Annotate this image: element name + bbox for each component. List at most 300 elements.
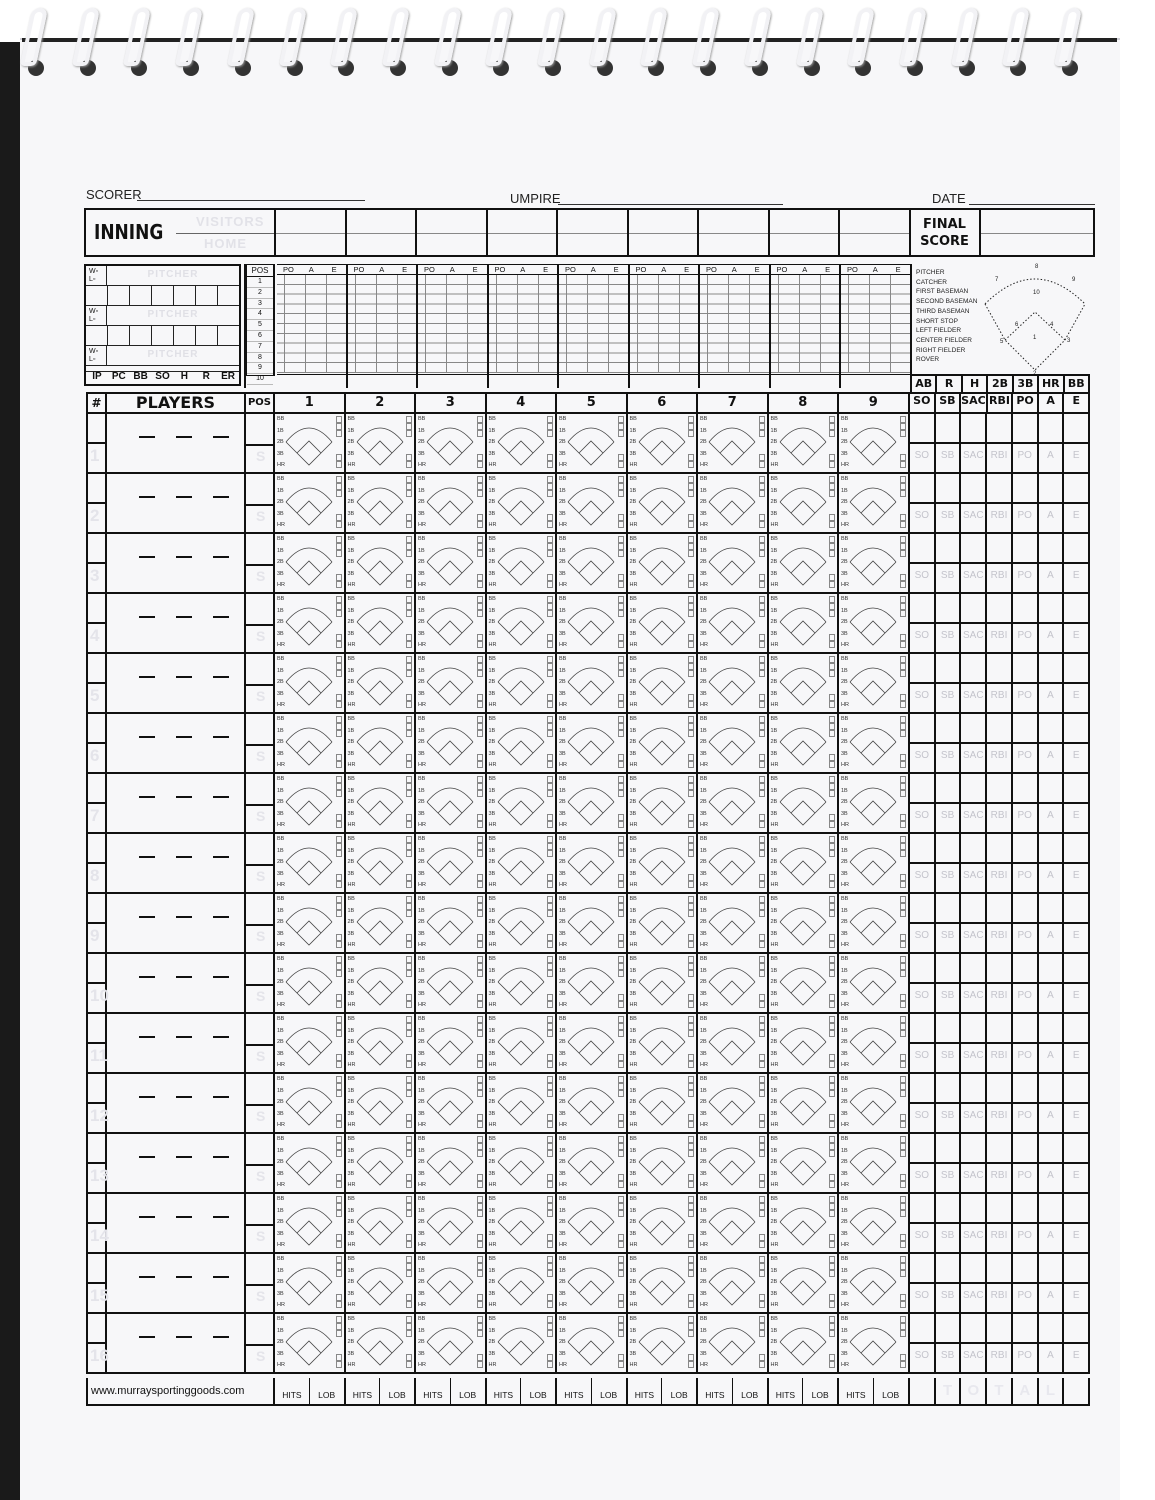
stat-cell[interactable]: SB: [936, 1014, 962, 1072]
player-position-field[interactable]: [246, 834, 275, 892]
at-bat-cell[interactable]: [557, 474, 628, 532]
player-position-field[interactable]: [246, 894, 275, 952]
at-bat-cell[interactable]: [769, 894, 840, 952]
stat-cell[interactable]: SAC: [961, 1194, 987, 1252]
stat-cell[interactable]: SB: [936, 654, 962, 712]
stat-cell[interactable]: E: [1064, 1254, 1090, 1312]
at-bat-cell[interactable]: [769, 474, 840, 532]
player-number-cell[interactable]: [86, 1134, 107, 1192]
at-bat-cell[interactable]: [416, 1194, 487, 1252]
at-bat-cell[interactable]: [628, 534, 699, 592]
at-bat-cell[interactable]: [487, 534, 558, 592]
at-bat-cell[interactable]: [487, 1134, 558, 1192]
stat-cell[interactable]: SAC: [961, 1074, 987, 1132]
stat-cell[interactable]: SB: [936, 714, 962, 772]
stat-cell[interactable]: PO: [1013, 954, 1039, 1012]
at-bat-cell[interactable]: [487, 414, 558, 472]
at-bat-cell[interactable]: [416, 714, 487, 772]
at-bat-cell[interactable]: [346, 774, 417, 832]
stat-cell[interactable]: E: [1064, 894, 1090, 952]
at-bat-cell[interactable]: [346, 594, 417, 652]
at-bat-cell[interactable]: [487, 834, 558, 892]
at-bat-cell[interactable]: [839, 654, 910, 712]
stat-cell[interactable]: SAC: [961, 1014, 987, 1072]
at-bat-cell[interactable]: [487, 1014, 558, 1072]
stat-cell[interactable]: SB: [936, 834, 962, 892]
stat-cell[interactable]: A: [1039, 1194, 1065, 1252]
stat-cell[interactable]: E: [1064, 594, 1090, 652]
stat-cell[interactable]: SAC: [961, 774, 987, 832]
stat-cell[interactable]: RBI: [987, 1074, 1013, 1132]
stat-cell[interactable]: SO: [910, 1134, 936, 1192]
at-bat-cell[interactable]: [698, 474, 769, 532]
umpire-field[interactable]: [558, 204, 783, 205]
at-bat-cell[interactable]: [487, 1194, 558, 1252]
at-bat-cell[interactable]: [346, 1254, 417, 1312]
player-name-field[interactable]: [107, 954, 246, 1012]
player-number-cell[interactable]: [86, 594, 107, 652]
stat-cell[interactable]: RBI: [987, 894, 1013, 952]
at-bat-cell[interactable]: [346, 1134, 417, 1192]
stat-cell[interactable]: A: [1039, 714, 1065, 772]
at-bat-cell[interactable]: [698, 1134, 769, 1192]
at-bat-cell[interactable]: [769, 1194, 840, 1252]
stat-cell[interactable]: A: [1039, 594, 1065, 652]
stat-cell[interactable]: SB: [936, 954, 962, 1012]
player-name-field[interactable]: [107, 714, 246, 772]
stat-cell[interactable]: E: [1064, 1314, 1090, 1372]
inning-score-cell-4[interactable]: [488, 210, 559, 255]
stat-cell[interactable]: E: [1064, 1134, 1090, 1192]
at-bat-cell[interactable]: [698, 714, 769, 772]
inning-totals-cell[interactable]: [557, 1378, 628, 1404]
stat-cell[interactable]: A: [1039, 1314, 1065, 1372]
stat-cell[interactable]: RBI: [987, 534, 1013, 592]
inning-totals-cell[interactable]: [769, 1378, 840, 1404]
at-bat-cell[interactable]: [698, 1194, 769, 1252]
player-name-field[interactable]: [107, 1254, 246, 1312]
inning-score-cell-5[interactable]: [558, 210, 629, 255]
at-bat-cell[interactable]: [557, 834, 628, 892]
stat-cell[interactable]: SO: [910, 1194, 936, 1252]
player-position-field[interactable]: [246, 1194, 275, 1252]
stat-cell[interactable]: SO: [910, 414, 936, 472]
at-bat-cell[interactable]: [346, 954, 417, 1012]
pitcher-row-2[interactable]: [86, 306, 239, 326]
stat-cell[interactable]: SO: [910, 1074, 936, 1132]
at-bat-cell[interactable]: [275, 774, 346, 832]
stat-cell[interactable]: SAC: [961, 1314, 987, 1372]
stat-cell[interactable]: E: [1064, 1074, 1090, 1132]
stat-cell[interactable]: A: [1039, 474, 1065, 532]
fielding-inning-block-2[interactable]: [348, 264, 419, 388]
stat-cell[interactable]: SO: [910, 1254, 936, 1312]
at-bat-cell[interactable]: [698, 834, 769, 892]
player-number-cell[interactable]: [86, 414, 107, 472]
at-bat-cell[interactable]: [628, 714, 699, 772]
stat-cell[interactable]: PO: [1013, 1194, 1039, 1252]
fielding-inning-block-7[interactable]: [700, 264, 771, 388]
at-bat-cell[interactable]: [557, 954, 628, 1012]
at-bat-cell[interactable]: [698, 954, 769, 1012]
player-name-field[interactable]: [107, 1134, 246, 1192]
at-bat-cell[interactable]: [275, 894, 346, 952]
stat-cell[interactable]: E: [1064, 774, 1090, 832]
stat-cell[interactable]: SO: [910, 954, 936, 1012]
at-bat-cell[interactable]: [557, 594, 628, 652]
stat-cell[interactable]: SB: [936, 1194, 962, 1252]
player-number-cell[interactable]: [86, 834, 107, 892]
player-name-field[interactable]: [107, 534, 246, 592]
stat-cell[interactable]: RBI: [987, 1134, 1013, 1192]
at-bat-cell[interactable]: [487, 474, 558, 532]
at-bat-cell[interactable]: [698, 1014, 769, 1072]
stat-cell[interactable]: SAC: [961, 1134, 987, 1192]
at-bat-cell[interactable]: [769, 1014, 840, 1072]
player-name-field[interactable]: [107, 1194, 246, 1252]
player-position-field[interactable]: [246, 1014, 275, 1072]
player-name-field[interactable]: [107, 594, 246, 652]
fielding-inning-block-8[interactable]: [771, 264, 842, 388]
at-bat-cell[interactable]: [346, 834, 417, 892]
at-bat-cell[interactable]: [275, 954, 346, 1012]
stat-cell[interactable]: RBI: [987, 954, 1013, 1012]
stat-cell[interactable]: SB: [936, 1254, 962, 1312]
inning-totals-cell[interactable]: [839, 1378, 910, 1404]
at-bat-cell[interactable]: [628, 414, 699, 472]
stat-cell[interactable]: SAC: [961, 714, 987, 772]
final-score-cell[interactable]: [981, 210, 1094, 255]
stat-cell[interactable]: A: [1039, 1014, 1065, 1072]
inning-score-cell-9[interactable]: [840, 210, 911, 255]
at-bat-cell[interactable]: [487, 594, 558, 652]
inning-score-cell-2[interactable]: [347, 210, 418, 255]
stat-cell[interactable]: A: [1039, 1074, 1065, 1132]
at-bat-cell[interactable]: [557, 1254, 628, 1312]
player-number-cell[interactable]: [86, 954, 107, 1012]
stat-cell[interactable]: RBI: [987, 594, 1013, 652]
stat-cell[interactable]: PO: [1013, 534, 1039, 592]
at-bat-cell[interactable]: [628, 774, 699, 832]
at-bat-cell[interactable]: [557, 414, 628, 472]
at-bat-cell[interactable]: [769, 654, 840, 712]
at-bat-cell[interactable]: [275, 1314, 346, 1372]
at-bat-cell[interactable]: [628, 1254, 699, 1312]
at-bat-cell[interactable]: [275, 474, 346, 532]
stat-cell[interactable]: SO: [910, 474, 936, 532]
inning-totals-cell[interactable]: [487, 1378, 558, 1404]
stat-cell[interactable]: SO: [910, 534, 936, 592]
at-bat-cell[interactable]: [275, 654, 346, 712]
at-bat-cell[interactable]: [487, 774, 558, 832]
at-bat-cell[interactable]: [839, 714, 910, 772]
scorer-field[interactable]: [137, 200, 365, 201]
inning-score-cell-6[interactable]: [629, 210, 700, 255]
at-bat-cell[interactable]: [487, 654, 558, 712]
stat-cell[interactable]: A: [1039, 654, 1065, 712]
at-bat-cell[interactable]: [839, 1194, 910, 1252]
player-name-field[interactable]: [107, 1074, 246, 1132]
fielding-inning-block-6[interactable]: [630, 264, 701, 388]
player-name-field[interactable]: [107, 654, 246, 712]
at-bat-cell[interactable]: [628, 1074, 699, 1132]
stat-cell[interactable]: A: [1039, 534, 1065, 592]
player-number-cell[interactable]: [86, 534, 107, 592]
at-bat-cell[interactable]: [487, 1254, 558, 1312]
at-bat-cell[interactable]: [628, 834, 699, 892]
at-bat-cell[interactable]: [769, 534, 840, 592]
win-loss-checkbox[interactable]: W▫ L▫: [86, 266, 107, 285]
stat-cell[interactable]: SO: [910, 774, 936, 832]
at-bat-cell[interactable]: [839, 534, 910, 592]
at-bat-cell[interactable]: [839, 834, 910, 892]
stat-cell[interactable]: SAC: [961, 474, 987, 532]
at-bat-cell[interactable]: [839, 774, 910, 832]
pitcher-row-3[interactable]: [86, 346, 239, 366]
stat-cell[interactable]: PO: [1013, 1254, 1039, 1312]
at-bat-cell[interactable]: [769, 414, 840, 472]
at-bat-cell[interactable]: [275, 1194, 346, 1252]
totals-row[interactable]: [910, 1378, 1090, 1404]
fielding-inning-block-3[interactable]: [418, 264, 489, 388]
player-number-cell[interactable]: [86, 474, 107, 532]
at-bat-cell[interactable]: [416, 1254, 487, 1312]
at-bat-cell[interactable]: [346, 474, 417, 532]
at-bat-cell[interactable]: [346, 1014, 417, 1072]
stat-cell[interactable]: PO: [1013, 774, 1039, 832]
at-bat-cell[interactable]: [769, 714, 840, 772]
stat-cell[interactable]: SB: [936, 594, 962, 652]
at-bat-cell[interactable]: [346, 654, 417, 712]
at-bat-cell[interactable]: [557, 1014, 628, 1072]
at-bat-cell[interactable]: [769, 954, 840, 1012]
win-loss-checkbox[interactable]: W▫ L▫: [86, 306, 107, 325]
at-bat-cell[interactable]: [769, 594, 840, 652]
at-bat-cell[interactable]: [628, 894, 699, 952]
stat-cell[interactable]: RBI: [987, 714, 1013, 772]
fielding-inning-block-4[interactable]: [489, 264, 560, 388]
stat-cell[interactable]: E: [1064, 534, 1090, 592]
player-position-field[interactable]: [246, 594, 275, 652]
player-number-cell[interactable]: [86, 654, 107, 712]
stat-cell[interactable]: A: [1039, 774, 1065, 832]
at-bat-cell[interactable]: [769, 1134, 840, 1192]
at-bat-cell[interactable]: [839, 414, 910, 472]
stat-cell[interactable]: SAC: [961, 414, 987, 472]
player-name-field[interactable]: [107, 474, 246, 532]
stat-cell[interactable]: E: [1064, 654, 1090, 712]
stat-cell[interactable]: RBI: [987, 1254, 1013, 1312]
inning-totals-cell[interactable]: [628, 1378, 699, 1404]
inning-score-cell-3[interactable]: [417, 210, 488, 255]
stat-cell[interactable]: SO: [910, 1014, 936, 1072]
player-position-field[interactable]: [246, 1074, 275, 1132]
player-position-field[interactable]: [246, 1254, 275, 1312]
at-bat-cell[interactable]: [416, 594, 487, 652]
pitcher-stats-row-2[interactable]: [86, 326, 239, 346]
player-position-field[interactable]: [246, 954, 275, 1012]
at-bat-cell[interactable]: [557, 1074, 628, 1132]
stat-cell[interactable]: SB: [936, 414, 962, 472]
at-bat-cell[interactable]: [275, 414, 346, 472]
at-bat-cell[interactable]: [346, 534, 417, 592]
stat-cell[interactable]: E: [1064, 414, 1090, 472]
at-bat-cell[interactable]: [487, 894, 558, 952]
at-bat-cell[interactable]: [416, 1134, 487, 1192]
player-number-cell[interactable]: [86, 774, 107, 832]
at-bat-cell[interactable]: [416, 894, 487, 952]
at-bat-cell[interactable]: [416, 834, 487, 892]
stat-cell[interactable]: E: [1064, 1014, 1090, 1072]
stat-cell[interactable]: E: [1064, 1194, 1090, 1252]
at-bat-cell[interactable]: [557, 714, 628, 772]
player-number-cell[interactable]: [86, 1254, 107, 1312]
player-name-field[interactable]: [107, 894, 246, 952]
player-position-field[interactable]: [246, 1134, 275, 1192]
stat-cell[interactable]: PO: [1013, 594, 1039, 652]
at-bat-cell[interactable]: [346, 1074, 417, 1132]
stat-cell[interactable]: PO: [1013, 1134, 1039, 1192]
at-bat-cell[interactable]: [839, 1074, 910, 1132]
stat-cell[interactable]: PO: [1013, 414, 1039, 472]
stat-cell[interactable]: SO: [910, 654, 936, 712]
inning-totals-cell[interactable]: [698, 1378, 769, 1404]
fielding-inning-block-1[interactable]: [277, 264, 348, 388]
at-bat-cell[interactable]: [416, 1074, 487, 1132]
at-bat-cell[interactable]: [769, 1314, 840, 1372]
at-bat-cell[interactable]: [769, 834, 840, 892]
stat-cell[interactable]: SB: [936, 894, 962, 952]
stat-cell[interactable]: SAC: [961, 654, 987, 712]
at-bat-cell[interactable]: [487, 1314, 558, 1372]
pitcher-stats-row-1[interactable]: [86, 286, 239, 306]
stat-cell[interactable]: SB: [936, 774, 962, 832]
stat-cell[interactable]: SAC: [961, 954, 987, 1012]
stat-cell[interactable]: A: [1039, 894, 1065, 952]
stat-cell[interactable]: A: [1039, 1254, 1065, 1312]
stat-cell[interactable]: SB: [936, 1074, 962, 1132]
at-bat-cell[interactable]: [416, 1014, 487, 1072]
player-number-cell[interactable]: [86, 1014, 107, 1072]
stat-cell[interactable]: E: [1064, 834, 1090, 892]
at-bat-cell[interactable]: [839, 1254, 910, 1312]
stat-cell[interactable]: PO: [1013, 834, 1039, 892]
stat-cell[interactable]: SAC: [961, 894, 987, 952]
at-bat-cell[interactable]: [416, 534, 487, 592]
at-bat-cell[interactable]: [698, 534, 769, 592]
player-position-field[interactable]: [246, 534, 275, 592]
at-bat-cell[interactable]: [275, 1074, 346, 1132]
stat-cell[interactable]: SAC: [961, 834, 987, 892]
fielding-inning-block-5[interactable]: [559, 264, 630, 388]
at-bat-cell[interactable]: [346, 714, 417, 772]
at-bat-cell[interactable]: [698, 1074, 769, 1132]
inning-totals-cell[interactable]: [346, 1378, 417, 1404]
stat-cell[interactable]: SO: [910, 714, 936, 772]
date-field[interactable]: [969, 204, 1095, 205]
at-bat-cell[interactable]: [557, 534, 628, 592]
inning-score-cell-1[interactable]: [276, 210, 347, 255]
player-name-field[interactable]: [107, 1314, 246, 1372]
player-position-field[interactable]: [246, 1314, 275, 1372]
at-bat-cell[interactable]: [416, 414, 487, 472]
at-bat-cell[interactable]: [557, 774, 628, 832]
at-bat-cell[interactable]: [557, 1194, 628, 1252]
at-bat-cell[interactable]: [275, 834, 346, 892]
at-bat-cell[interactable]: [839, 1014, 910, 1072]
stat-cell[interactable]: A: [1039, 954, 1065, 1012]
at-bat-cell[interactable]: [346, 894, 417, 952]
stat-cell[interactable]: SO: [910, 1314, 936, 1372]
stat-cell[interactable]: PO: [1013, 1314, 1039, 1372]
player-number-cell[interactable]: [86, 1314, 107, 1372]
at-bat-cell[interactable]: [487, 714, 558, 772]
at-bat-cell[interactable]: [416, 1314, 487, 1372]
pitcher-name-field[interactable]: PITCHER: [147, 309, 199, 320]
player-number-cell[interactable]: [86, 1194, 107, 1252]
inning-totals-cell[interactable]: [416, 1378, 487, 1404]
at-bat-cell[interactable]: [275, 1014, 346, 1072]
stat-cell[interactable]: PO: [1013, 1074, 1039, 1132]
stat-cell[interactable]: E: [1064, 714, 1090, 772]
stat-cell[interactable]: RBI: [987, 1314, 1013, 1372]
player-position-field[interactable]: [246, 414, 275, 472]
player-name-field[interactable]: [107, 774, 246, 832]
at-bat-cell[interactable]: [769, 774, 840, 832]
stat-cell[interactable]: RBI: [987, 1194, 1013, 1252]
at-bat-cell[interactable]: [839, 474, 910, 532]
stat-cell[interactable]: SAC: [961, 534, 987, 592]
pitcher-name-field[interactable]: PITCHER: [147, 349, 199, 360]
player-number-cell[interactable]: [86, 714, 107, 772]
fielding-inning-block-9[interactable]: [841, 264, 912, 388]
stat-cell[interactable]: A: [1039, 414, 1065, 472]
at-bat-cell[interactable]: [275, 1134, 346, 1192]
win-loss-checkbox[interactable]: W▫ L▫: [86, 346, 107, 365]
at-bat-cell[interactable]: [628, 474, 699, 532]
player-position-field[interactable]: [246, 774, 275, 832]
at-bat-cell[interactable]: [275, 534, 346, 592]
at-bat-cell[interactable]: [698, 1314, 769, 1372]
at-bat-cell[interactable]: [698, 654, 769, 712]
stat-cell[interactable]: RBI: [987, 1014, 1013, 1072]
at-bat-cell[interactable]: [275, 1254, 346, 1312]
at-bat-cell[interactable]: [628, 1134, 699, 1192]
at-bat-cell[interactable]: [839, 894, 910, 952]
player-position-field[interactable]: [246, 474, 275, 532]
stat-cell[interactable]: PO: [1013, 654, 1039, 712]
at-bat-cell[interactable]: [487, 1074, 558, 1132]
stat-cell[interactable]: RBI: [987, 834, 1013, 892]
player-position-field[interactable]: [246, 654, 275, 712]
stat-cell[interactable]: RBI: [987, 774, 1013, 832]
stat-cell[interactable]: SO: [910, 594, 936, 652]
at-bat-cell[interactable]: [839, 954, 910, 1012]
at-bat-cell[interactable]: [628, 1014, 699, 1072]
stat-cell[interactable]: SO: [910, 894, 936, 952]
at-bat-cell[interactable]: [698, 894, 769, 952]
at-bat-cell[interactable]: [346, 1194, 417, 1252]
stat-cell[interactable]: SAC: [961, 1254, 987, 1312]
player-name-field[interactable]: [107, 834, 246, 892]
stat-cell[interactable]: E: [1064, 954, 1090, 1012]
at-bat-cell[interactable]: [416, 474, 487, 532]
at-bat-cell[interactable]: [769, 1254, 840, 1312]
at-bat-cell[interactable]: [769, 1074, 840, 1132]
stat-cell[interactable]: SAC: [961, 594, 987, 652]
stat-cell[interactable]: SB: [936, 474, 962, 532]
at-bat-cell[interactable]: [698, 414, 769, 472]
